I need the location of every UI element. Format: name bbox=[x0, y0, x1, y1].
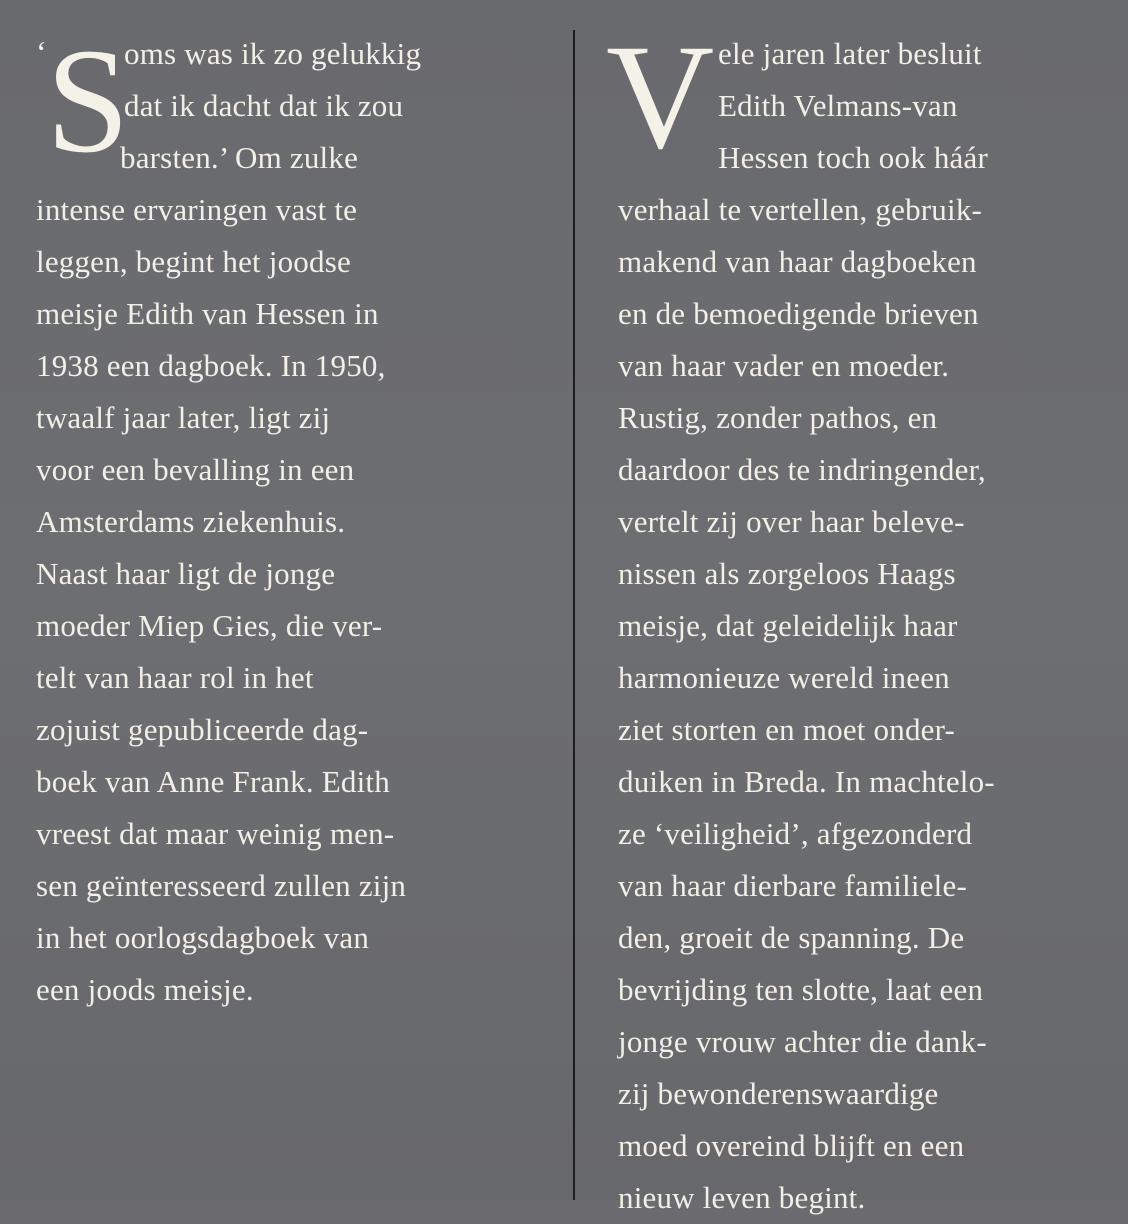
right-text-column bbox=[606, 14, 1106, 1224]
text-line: duiken in Breda. In machtelo- bbox=[618, 764, 995, 799]
text-line: sen geïnteresseerd zullen zijn bbox=[36, 868, 407, 903]
text-line: barsten.’ Om zulke bbox=[120, 140, 359, 175]
text-line: den, groeit de spanning. De bbox=[618, 920, 965, 955]
text-line: in het oorlogsdagboek van bbox=[36, 920, 370, 955]
text-line: jonge vrouw achter die dank- bbox=[618, 1024, 987, 1059]
text-line: bevrijding ten slotte, laat een bbox=[618, 972, 984, 1007]
text-line: makend van haar dagboeken bbox=[618, 244, 977, 279]
text-line: ele jaren later besluit bbox=[718, 36, 982, 71]
column-divider bbox=[573, 30, 575, 1200]
text-line: meisje, dat geleidelijk haar bbox=[618, 608, 958, 643]
text-line: vreest dat maar weinig men- bbox=[36, 816, 395, 851]
text-line: nieuw leven begint. bbox=[618, 1180, 866, 1215]
text-line: moeder Miep Gies, die ver- bbox=[36, 608, 383, 643]
text-line: van haar vader en moeder. bbox=[618, 348, 950, 383]
text-line: vertelt zij over haar beleve- bbox=[618, 504, 965, 539]
text-line: meisje Edith van Hessen in bbox=[36, 296, 379, 331]
text-line: van haar dierbare familiele- bbox=[618, 868, 967, 903]
text-line: 1938 een dagboek. In 1950, bbox=[36, 348, 386, 383]
text-line: Naast haar ligt de jonge bbox=[36, 556, 336, 591]
text-line: ze ‘veiligheid’, afgezonderd bbox=[618, 816, 973, 851]
text-line: boek van Anne Frank. Edith bbox=[36, 764, 390, 799]
left-text-column bbox=[36, 18, 556, 1016]
text-line: ziet storten en moet onder- bbox=[618, 712, 956, 747]
text-line: en de bemoedigende brieven bbox=[618, 296, 979, 331]
text-line: zij bewonderenswaardige bbox=[618, 1076, 939, 1111]
opening-quote-mark: ‘ bbox=[36, 34, 47, 70]
text-line: moed overeind blijft en een bbox=[618, 1128, 965, 1163]
text-line: dat ik dacht dat ik zou bbox=[124, 88, 404, 123]
text-line: zojuist gepubliceerde dag- bbox=[36, 712, 369, 747]
dropcap-v: V bbox=[606, 14, 715, 180]
text-line: Edith Velmans-van bbox=[718, 88, 958, 123]
text-line: telt van haar rol in het bbox=[36, 660, 314, 695]
text-line: Amsterdams ziekenhuis. bbox=[36, 504, 346, 539]
text-line: oms was ik zo gelukkig bbox=[124, 36, 422, 71]
dropcap-s: S bbox=[46, 18, 130, 184]
text-line: leggen, begint het joodse bbox=[36, 244, 351, 279]
text-line: een joods meisje. bbox=[36, 972, 254, 1007]
text-line: Hessen toch ook háár bbox=[718, 140, 988, 175]
text-line: Rustig, zonder pathos, en bbox=[618, 400, 938, 435]
text-line: nissen als zorgeloos Haags bbox=[618, 556, 956, 591]
text-line: voor een bevalling in een bbox=[36, 452, 355, 487]
text-line: daardoor des te indringender, bbox=[618, 452, 986, 487]
text-line: intense ervaringen vast te bbox=[36, 192, 358, 227]
text-line: twaalf jaar later, ligt zij bbox=[36, 400, 331, 435]
text-line: harmonieuze wereld ineen bbox=[618, 660, 950, 695]
text-line: verhaal te vertellen, gebruik- bbox=[618, 192, 983, 227]
